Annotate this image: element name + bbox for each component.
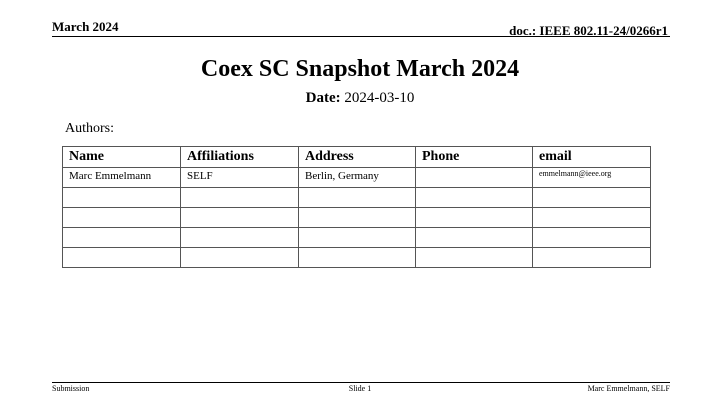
date-line [0,90,720,107]
footer-divider [52,382,670,383]
table-row [63,168,651,188]
column-header-address: Address [299,147,416,168]
header-doc-id: doc.: IEEE 802.11-24/0266r1 [509,23,668,38]
footer-slide-number: Slide 1 [348,384,372,393]
cell-name [63,208,181,228]
header-date: March 2024 [52,19,119,34]
cell-affiliation [181,228,299,248]
cell-name [63,248,181,268]
slide-title: Coex SC Snapshot March 2024 [200,56,520,82]
date-label: Date: [305,90,341,106]
cell-phone [416,188,533,208]
table-header-row [63,147,651,168]
cell-address: Berlin, Germany [299,168,416,188]
cell-email: emmelmann@ieee.org [533,168,651,188]
footer-submission: Submission [52,384,90,393]
column-header-email: email [533,147,651,168]
cell-email [533,248,651,268]
cell-address [299,208,416,228]
column-header-affiliations: Affiliations [181,147,299,168]
cell-phone [416,228,533,248]
cell-name [63,188,181,208]
cell-address [299,248,416,268]
cell-phone [416,168,533,188]
cell-phone [416,208,533,228]
authors-label: Authors: [65,121,114,136]
column-header-name: Name [63,147,181,168]
cell-affiliation [181,248,299,268]
cell-phone [416,248,533,268]
table-row [63,248,651,268]
cell-address [299,228,416,248]
cell-affiliation [181,188,299,208]
cell-email [533,188,651,208]
table-row [63,188,651,208]
footer-author: Marc Emmelmann, SELF [587,384,670,393]
table-row [63,208,651,228]
column-header-phone: Phone [416,147,533,168]
cell-name: Marc Emmelmann [63,168,181,188]
cell-affiliation: SELF [181,168,299,188]
authors-table [62,146,651,268]
date-value: 2024-03-10 [344,90,415,106]
cell-address [299,188,416,208]
header-divider [52,36,670,37]
cell-email [533,208,651,228]
cell-email [533,228,651,248]
cell-name [63,228,181,248]
cell-affiliation [181,208,299,228]
table-row [63,228,651,248]
